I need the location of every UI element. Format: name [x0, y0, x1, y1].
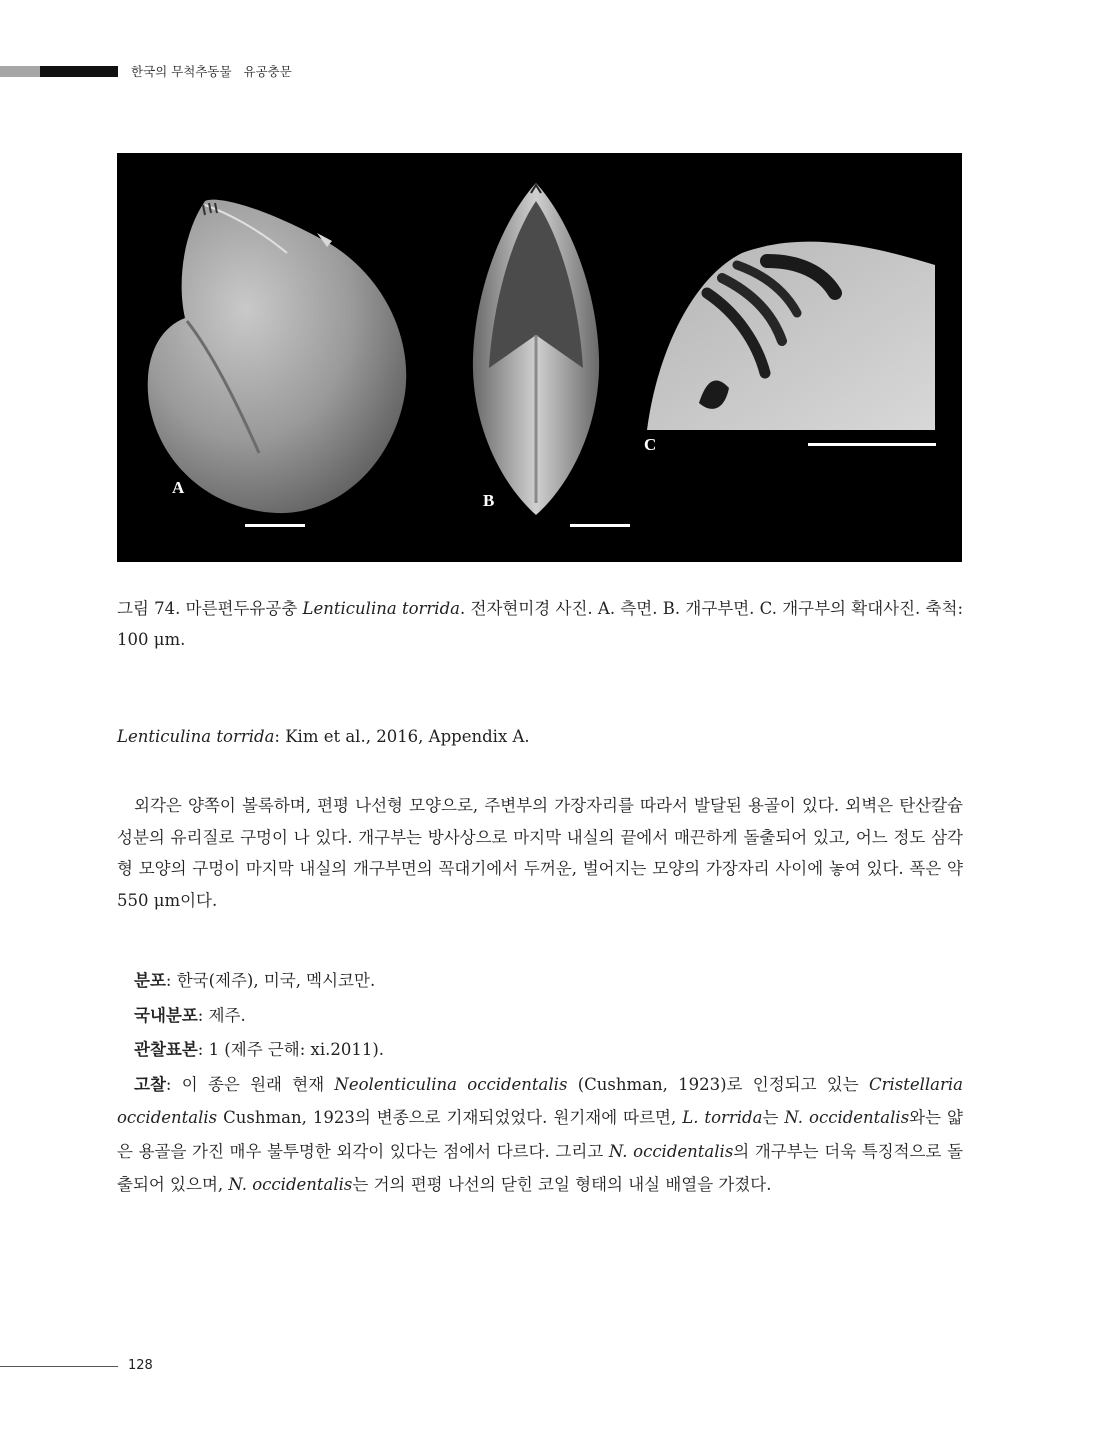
remarks-taxon-2: Cristellaria occidentalis	[117, 1074, 963, 1127]
footer-rule	[0, 1366, 118, 1367]
figure-caption	[117, 593, 963, 655]
synonymy-citation: : Kim et al., 2016, Appendix A.	[274, 727, 530, 746]
synonymy-species: Lenticulina torrida	[117, 727, 275, 746]
remarks-text-1: : 이 종은 원래 현재	[165, 1074, 335, 1094]
remarks-text-7: 는 거의 편평 나선의 닫힌 코일 형태의 내실 배열을 가졌다.	[352, 1175, 772, 1194]
page-number: 128	[128, 1358, 153, 1373]
remarks-taxon-3: L. torrida	[682, 1108, 763, 1127]
specimen-a-side-view	[148, 200, 407, 513]
remarks-taxon-4: N. occidentalis	[784, 1108, 910, 1127]
remarks-taxon-6: N. occidentalis	[228, 1175, 353, 1194]
remarks-text-6: 의 개구부는 더욱 특징적으로 돌출되어 있으며,	[117, 1141, 964, 1194]
specimens-line	[117, 1033, 963, 1068]
header-gray-bar	[0, 66, 40, 77]
species-notes	[117, 964, 963, 1202]
scale-bar-b	[570, 524, 630, 527]
figure-label-c: C	[644, 435, 657, 454]
domestic-label: 국내분포	[134, 1005, 198, 1025]
remarks-text-3: Cushman, 1923의 변종으로 기재되었었다. 원기재에 따르면,	[217, 1108, 683, 1127]
remarks-text-4: 는	[762, 1108, 785, 1127]
scale-bar-c	[808, 443, 936, 446]
remarks-taxon-5: N. occidentalis	[608, 1141, 734, 1161]
synonymy-line	[117, 727, 530, 746]
specimens-label: 관찰표본	[134, 1040, 198, 1059]
specimen-b-apertural-view	[473, 183, 599, 515]
caption-species-name: Lenticulina torrida	[302, 599, 460, 618]
remarks-label: 고찰	[134, 1074, 166, 1094]
specimen-c-aperture-closeup	[647, 242, 935, 430]
caption-description: . 전자현미경 사진. A. 측면. B. 개구부면. C. 개구부의 확대사진. 축척: 100 μm.	[117, 599, 963, 649]
remarks-paragraph	[117, 1068, 963, 1202]
remarks-text-2: (Cushman, 1923)로 인정되고 있는	[567, 1074, 869, 1094]
distribution-line	[117, 964, 963, 999]
remarks-text-5: 와는 얇은 용골을 가진 매우 불투명한 외각이 있다는 점에서 다르다. 그리고	[117, 1108, 963, 1161]
distribution-text: : 한국(제주), 미국, 멕시코만.	[165, 971, 376, 990]
scale-bar-a	[245, 524, 305, 527]
domestic-distribution-line	[117, 999, 963, 1034]
remarks-taxon-1: Neolenticulina occidentalis	[334, 1074, 568, 1094]
sem-figure-plate	[117, 153, 962, 562]
sem-micrographs	[117, 153, 962, 562]
distribution-label: 분포	[134, 971, 166, 990]
caption-prefix: 그림 74. 마른편두유공충	[117, 599, 303, 618]
domestic-text: : 제주.	[197, 1005, 246, 1025]
running-header: 한국의 무척추동물 유공충문	[131, 64, 292, 79]
description-paragraph: 외각은 양쪽이 볼록하며, 편평 나선형 모양으로, 주변부의 가장자리를 따라서 발달된 용골이 있다. 외벽은 탄산칼슘 성분의 유리질로 구멍이 나 있다. 개구부는 방사상으로 마지막 내실의 끝에서 매끈하게 돌출되어 있고, 어느 정도 삼각형 모양의 구멍이 마지막 내실의 개구부면의 꼭대기에서 두꺼운, 벌어지는 모양의 가장자리 사이에 놓여 있다. 폭은 약 550 μm이다.	[117, 796, 963, 910]
figure-label-a: A	[172, 478, 185, 497]
specimens-text: : 1 (제주 근해: xi.2011).	[197, 1040, 385, 1059]
header-black-bar	[40, 66, 118, 77]
figure-label-b: B	[483, 491, 495, 510]
